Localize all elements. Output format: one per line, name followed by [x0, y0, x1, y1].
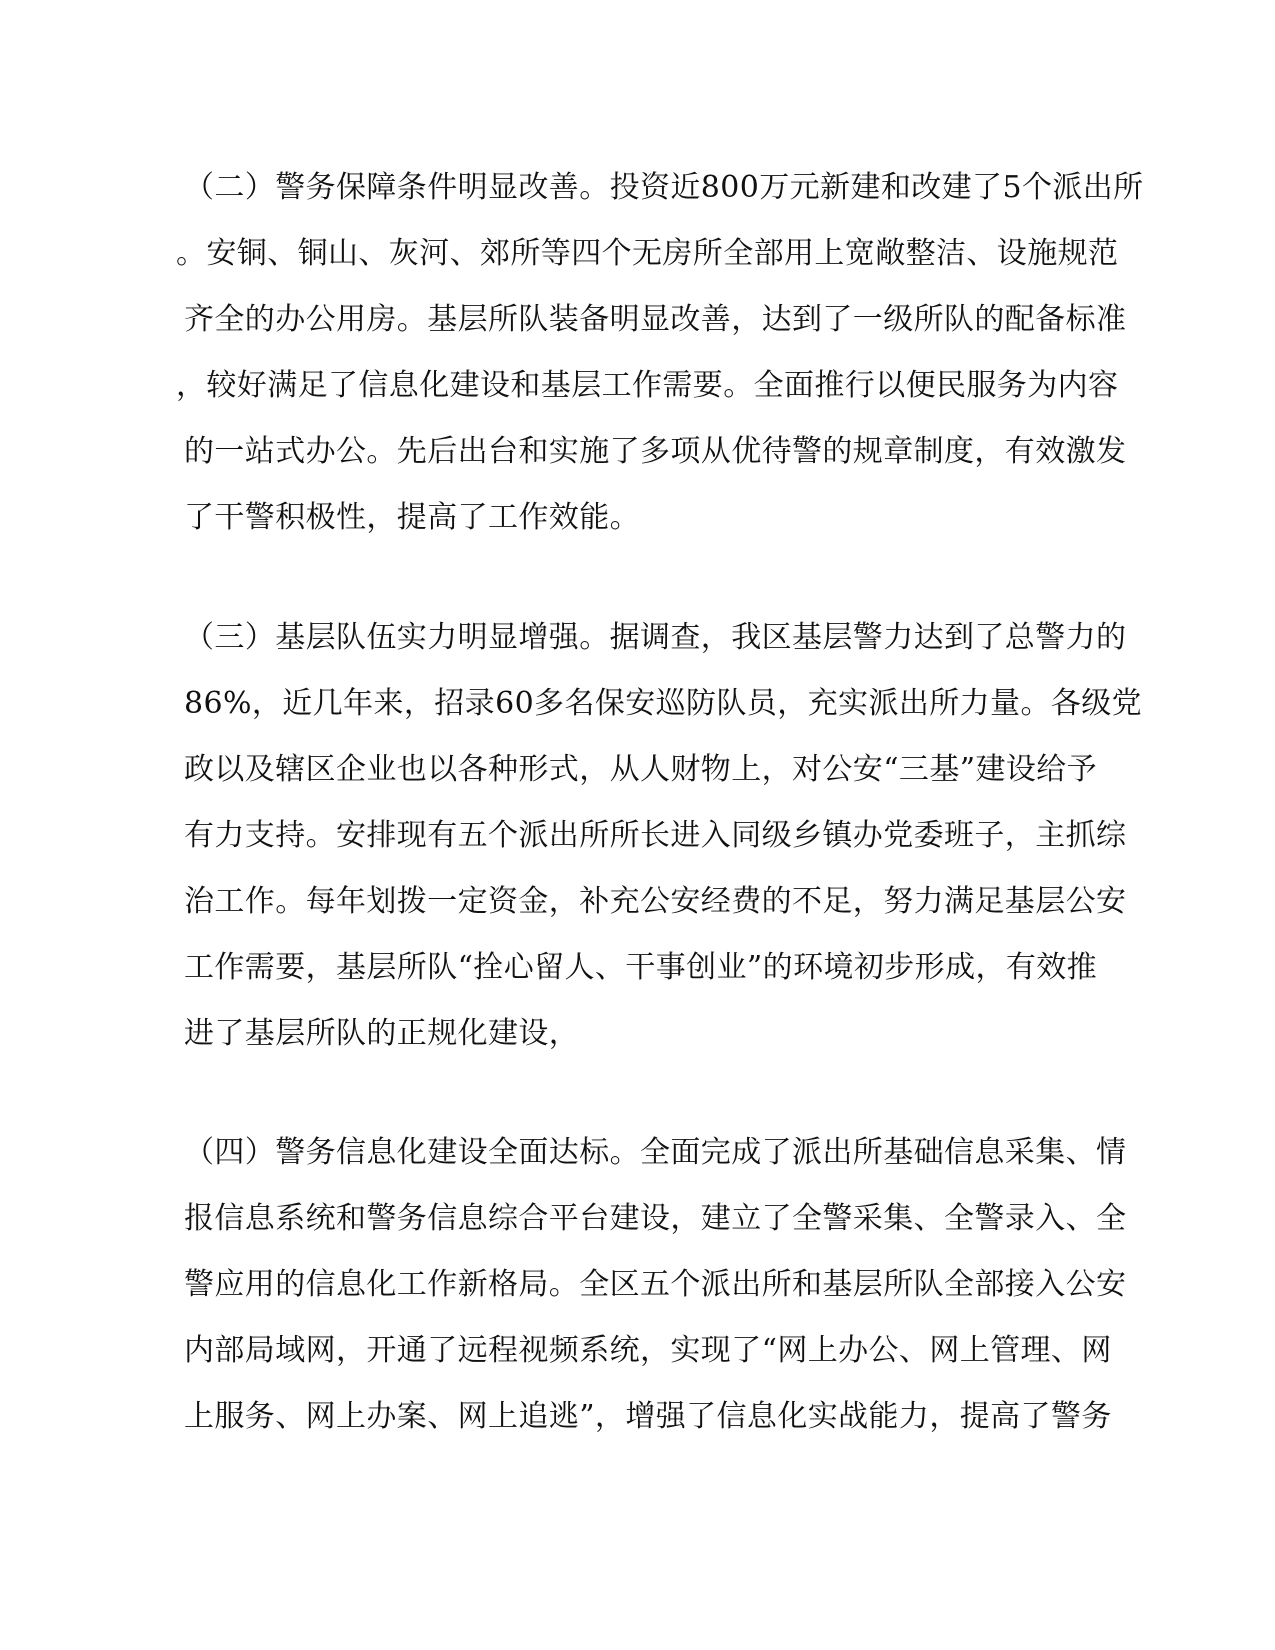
text-line: 工作需要，基层所队“拴心留人、干事创业”的环境初步形成，有效推 [184, 950, 1098, 985]
text-line: 警应用的信息化工作新格局。全区五个派出所和基层所队全部接入公安 [184, 1267, 1127, 1302]
text-line: 有力支持。安排现有五个派出所所长进入同级乡镇办党委班子，主抓综 [184, 818, 1127, 853]
text-line: 政以及辖区企业也以各种形式，从人财物上，对公安“三基”建设给予 [184, 752, 1098, 787]
text-line: 进了基层所队的正规化建设， [184, 1016, 580, 1051]
text-line: 治工作。每年划拨一定资金，补充公安经费的不足，努力满足基层公安 [184, 884, 1127, 919]
text-line: ，较好满足了信息化建设和基层工作需要。全面推行以便民服务为内容 [176, 368, 1119, 403]
text-line: 上服务、网上办案、网上追逃”，增强了信息化实战能力，提高了警务 [184, 1399, 1112, 1434]
text-line: 的一站式办公。先后出台和实施了多项从优待警的规章制度，有效激发 [184, 434, 1127, 469]
text-line: （四）警务信息化建设全面达标。全面完成了派出所基础信息采集、情 [184, 1135, 1127, 1170]
text-line: 了干警积极性，提高了工作效能。 [184, 500, 640, 535]
text-line: （二）警务保障条件明显改善。投资近800万元新建和改建了5个派出所 [184, 170, 1144, 205]
text-line: 报信息系统和警务信息综合平台建设，建立了全警采集、全警录入、全 [184, 1201, 1127, 1236]
text-line: 齐全的办公用房。基层所队装备明显改善，达到了一级所队的配备标准 [184, 302, 1127, 337]
text-line: 86%，近几年来，招录60多名保安巡防队员，充实派出所力量。各级党 [184, 686, 1143, 721]
text-line: （三）基层队伍实力明显增强。据调查，我区基层警力达到了总警力的 [184, 620, 1127, 655]
text-line: 内部局域网，开通了远程视频系统，实现了“网上办公、网上管理、网 [184, 1333, 1112, 1368]
text-line: 。安铜、铜山、灰河、郊所等四个无房所全部用上宽敞整洁、设施规范 [176, 236, 1119, 271]
